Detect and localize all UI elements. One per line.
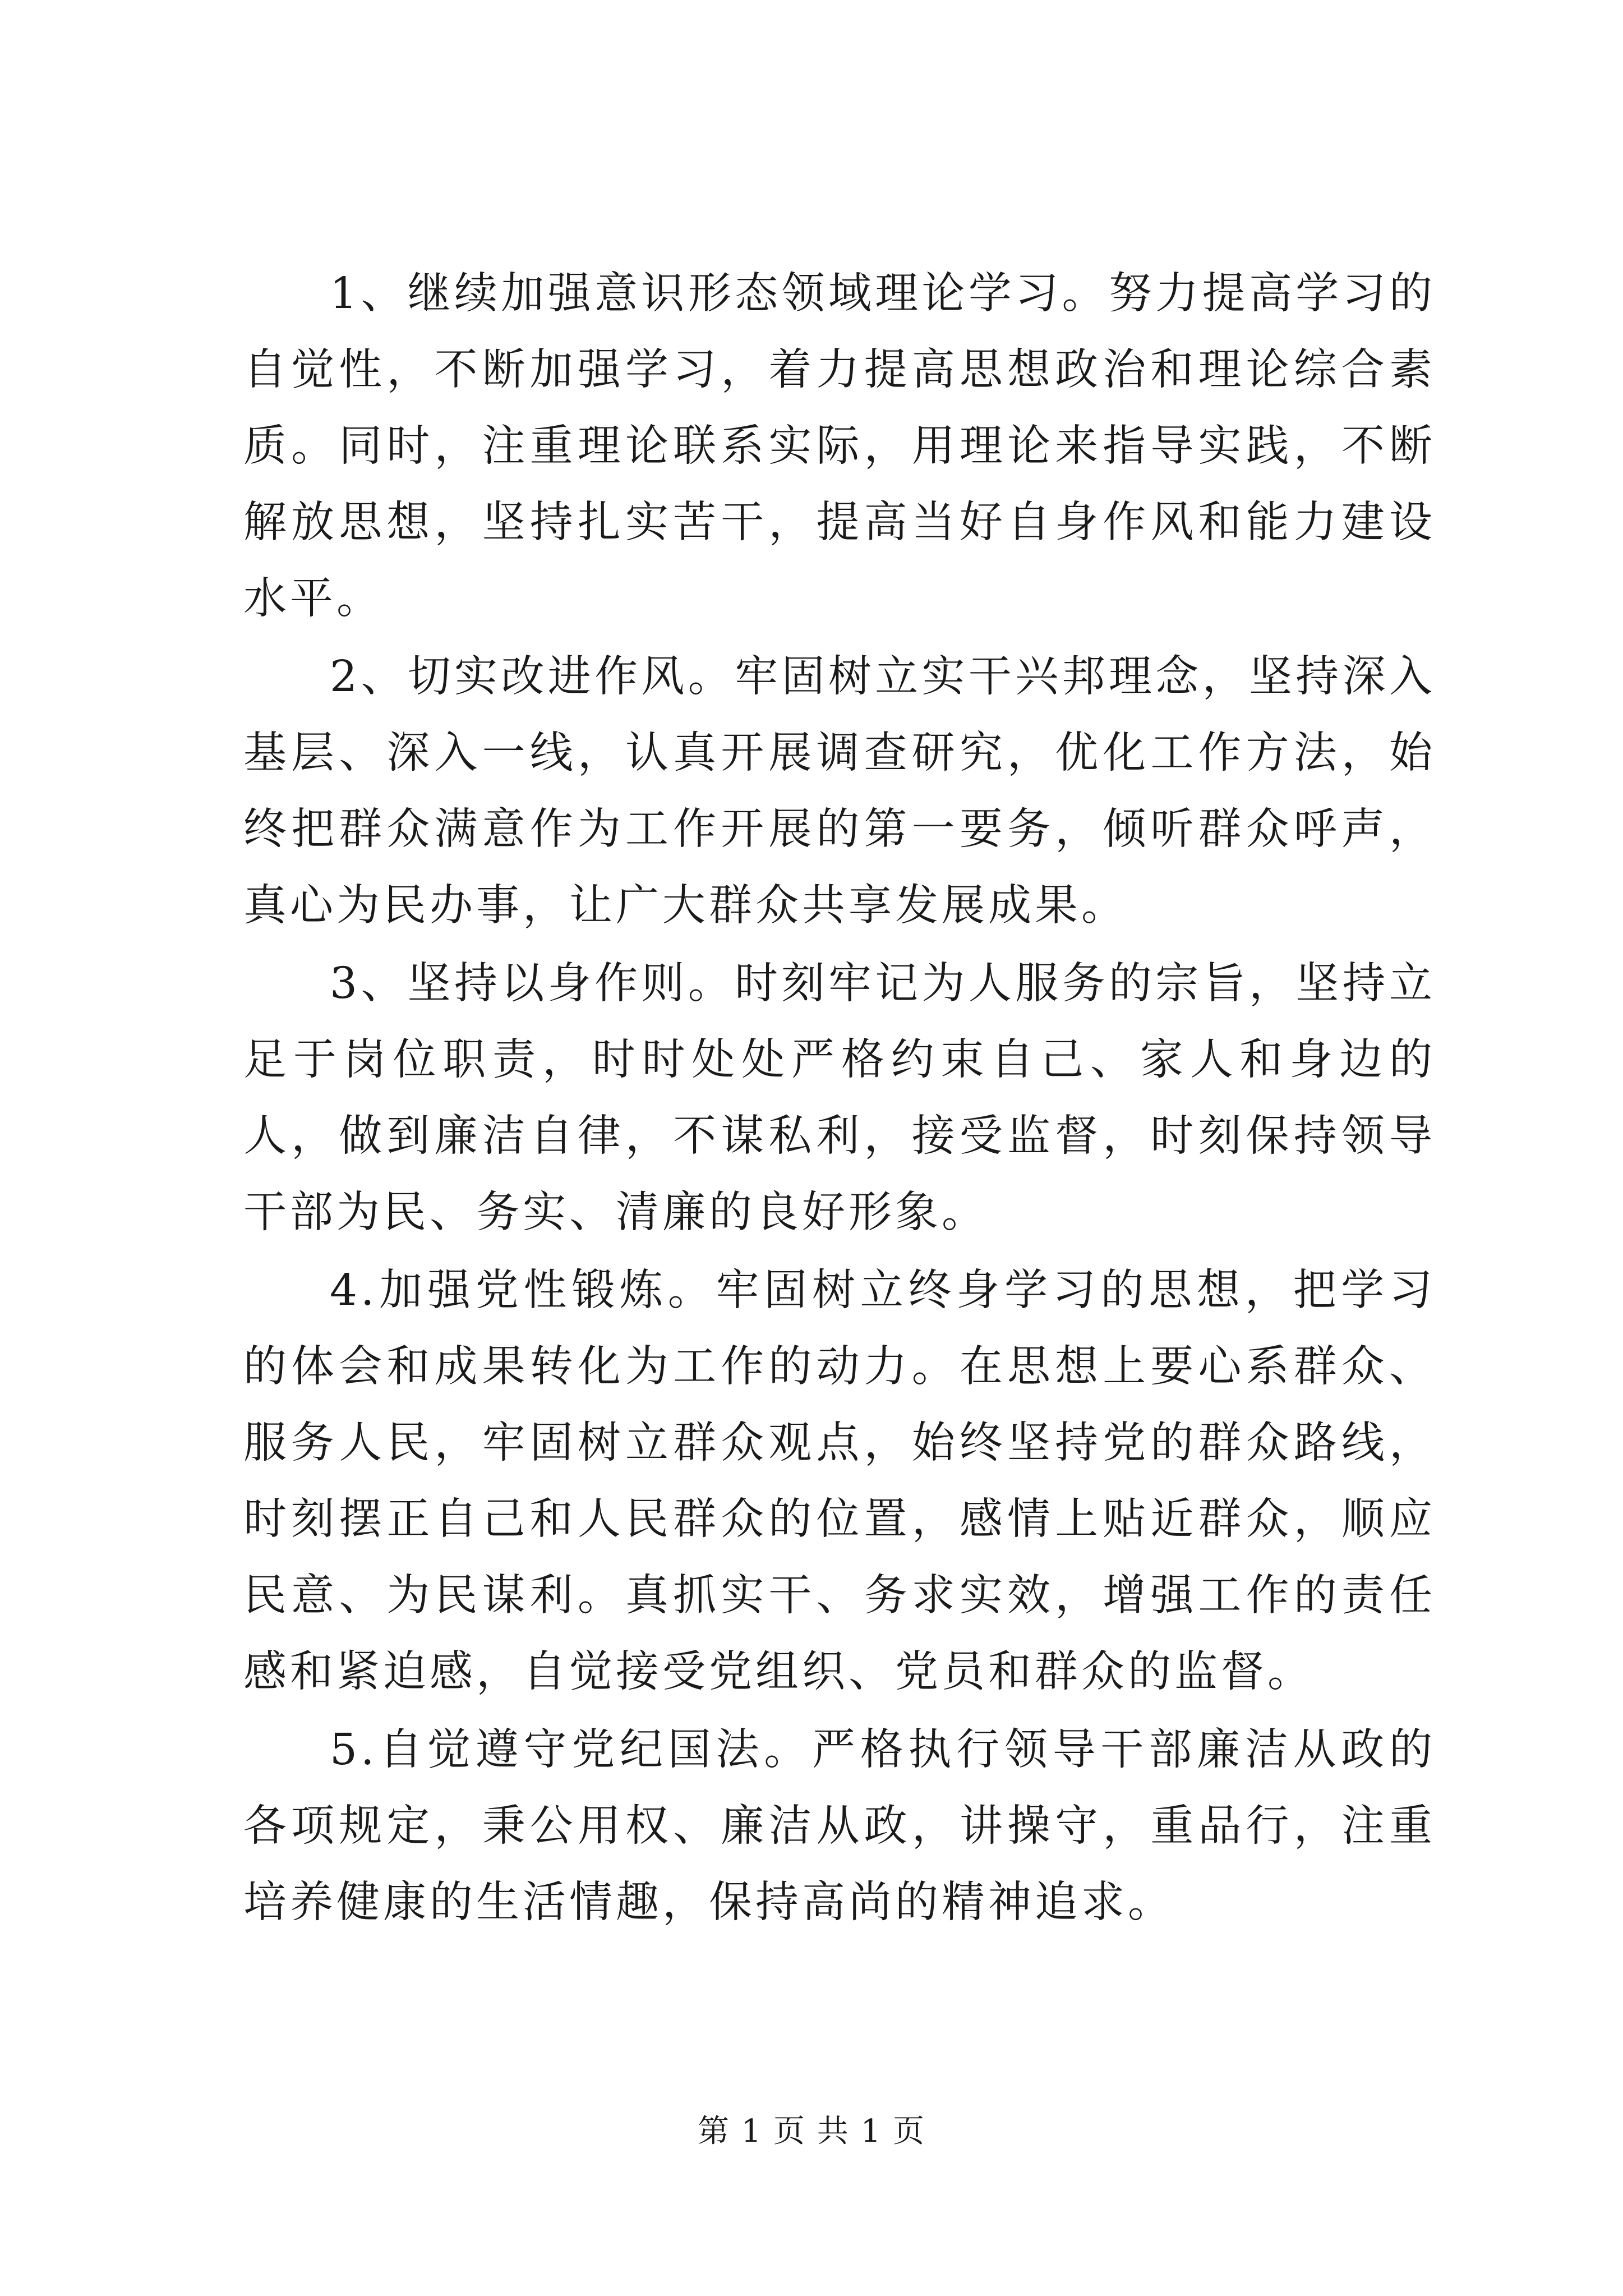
- paragraph-3: 3、坚持以身作则。时刻牢记为人服务的宗旨，坚持立足于岗位职责，时时处处严格约束自己、家人和身边的人，做到廉洁自律，不谋私利，接受监督，时刻保持领导干部为民、务实、清廉的良好形象。: [243, 959, 1436, 1237]
- document-body: [243, 256, 1436, 1943]
- paragraph-2: 2、切实改进作风。牢固树立实干兴邦理念，坚持深入基层、深入一线，认真开展调查研究，优化工作方法，始终把群众满意作为工作开展的第一要务，倾听群众呼声，真心为民办事，让广大群众共享发展成果。: [243, 652, 1436, 931]
- paragraph-5: 5.自觉遵守党纪国法。严格执行领导干部廉洁从政的各项规定，秉公用权、廉洁从政，讲操守，重品行，注重培养健康的生活情趣，保持高尚的精神追求。: [243, 1725, 1436, 1927]
- page-footer: 第 1 页 共 1 页: [697, 2113, 926, 2150]
- paragraph-1: 1、继续加强意识形态领域理论学习。努力提高学习的自觉性，不断加强学习，着力提高思想政治和理论综合素质。同时，注重理论联系实际，用理论来指导实践，不断解放思想，坚持扎实苦干，提高当好自身作风和能力建设水平。: [243, 269, 1436, 624]
- paragraph-4: 4.加强党性锻炼。牢固树立终身学习的思想，把学习的体会和成果转化为工作的动力。在思想上要心系群众、服务人民，牢固树立群众观点，始终坚持党的群众路线，时刻摆正自己和人民群众的位置，感情上贴近群众，顺应民意、为民谋利。真抓实干、务求实效，增强工作的责任感和紧迫感，自觉接受党组织、党员和群众的监督。: [243, 1266, 1436, 1697]
